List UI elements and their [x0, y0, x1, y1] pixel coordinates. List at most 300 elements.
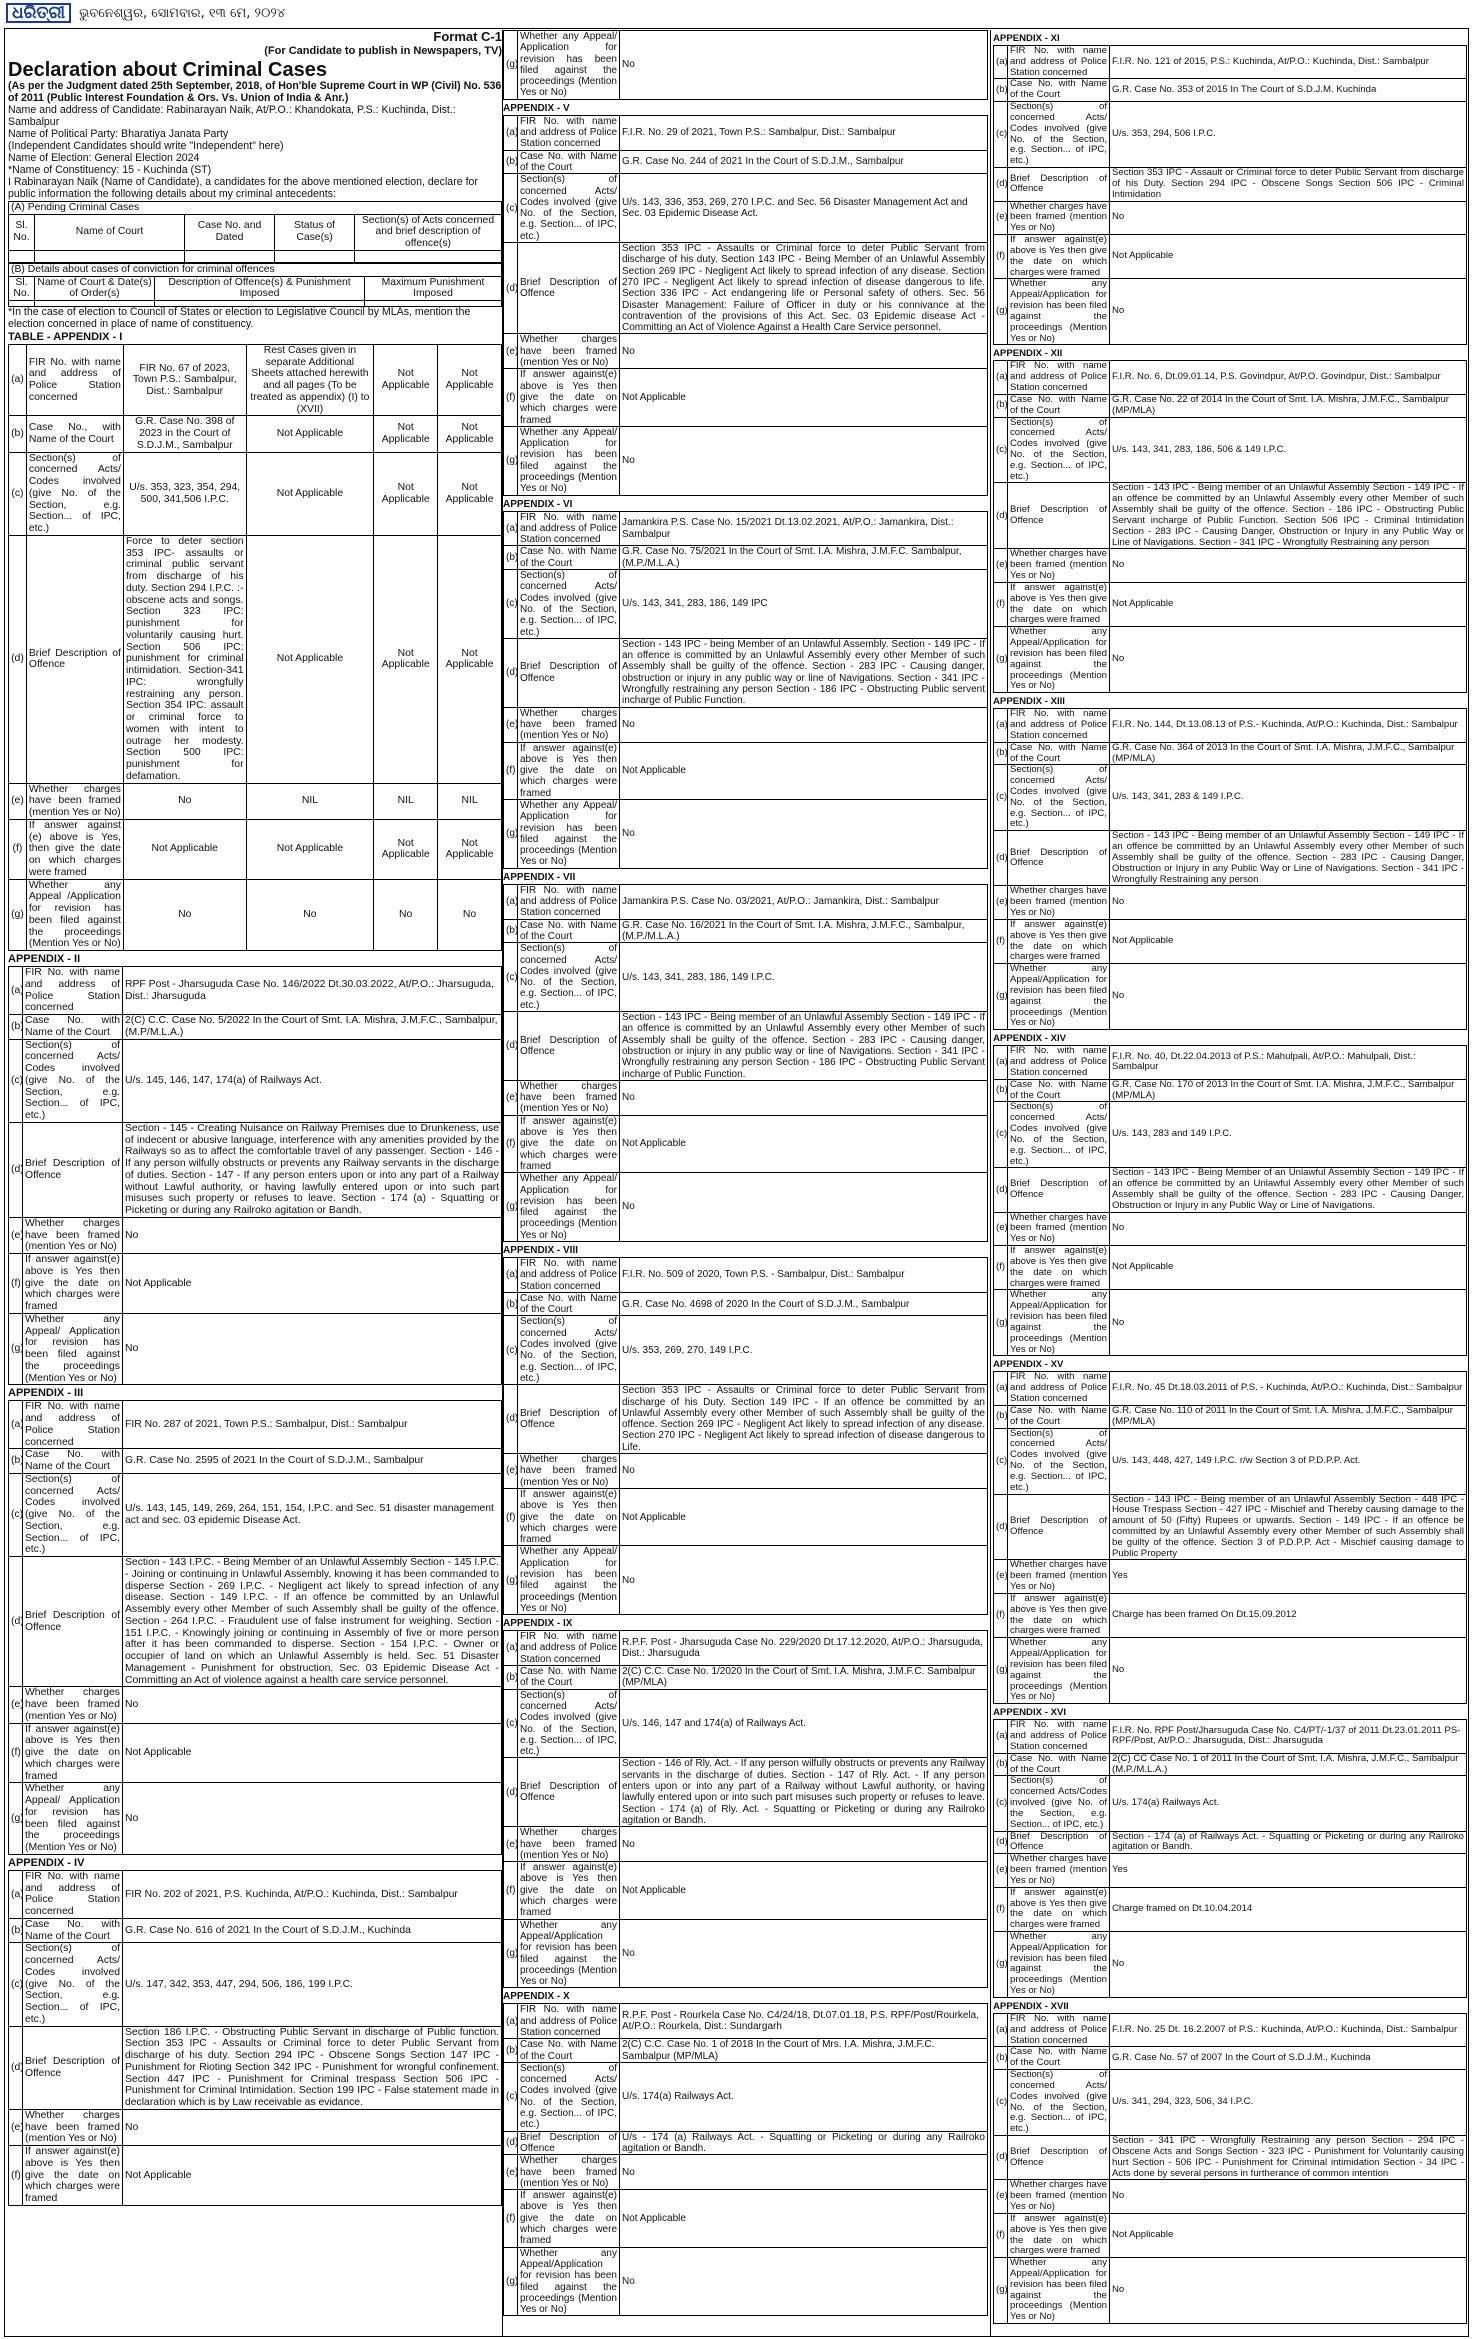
row-label: Brief Description of Offence — [518, 1012, 620, 1081]
row-value: Not Applicable — [620, 1862, 988, 1919]
row-label: FIR No. with name and address of Police Station concerned — [23, 1870, 123, 1918]
row-key: (a) — [9, 1401, 23, 1449]
row-label: Section(s) of concerned Acts/ Codes involved (give No. of the Section, e.g. Section... of IPC, etc.) — [518, 174, 620, 243]
row-key: (d) — [994, 2136, 1008, 2180]
appendix-row — [994, 2136, 1467, 2180]
row-value: Not Applicable — [123, 819, 246, 879]
appendix-row — [504, 369, 988, 426]
appendix-i-row — [9, 344, 502, 416]
row-label: Whether any Appeal/Application for revision has been filed against the proceedings (Mention Yes or No) — [1008, 1931, 1110, 1997]
row-label: If answer against(e) above is Yes then give the date on which charges were framed — [23, 1254, 123, 1314]
row-label: FIR No. with name and address of Police Station concerned — [1008, 361, 1110, 394]
row-value: F.I.R. No. RPF Post/Jharsuguda Case No. C4/PT/-1/37 of 2011 Dt.23.01.2011 PS-RPF/Post, At/P.O.: Jharsuguda, Dist.: Jharsuguda — [1110, 1720, 1467, 1753]
row-key: (a) — [994, 2013, 1008, 2046]
row-key: (d) — [504, 638, 518, 707]
row-key: (b) — [994, 1405, 1008, 1428]
appendix-row — [504, 1631, 988, 1666]
row-label: Case No. with Name of the Court — [1008, 1079, 1110, 1102]
row-label: Whether charges have been framed (mention Yes or No) — [23, 1687, 123, 1723]
row-label: Whether charges have been framed (mention Yes or No) — [518, 334, 620, 369]
appendix-row — [504, 1292, 988, 1316]
row-label: Case No. with Name of the Court — [1008, 2047, 1110, 2070]
row-key: (f) — [504, 369, 518, 426]
rest-cases-cell: Not Applicable — [374, 344, 438, 416]
row-label: Whether charges have been framed (mention Yes or No) — [1008, 1560, 1110, 1593]
appendix-row — [9, 1918, 502, 1943]
row-key: (f) — [994, 1887, 1008, 1931]
row-value: Section - 143 I.P.C. - Being Member of an Unlawful Assembly Section - 145 I.P.C. - Joining or continuing in Unlawful Assembly, knowing it has been commanded to disperse Section - 269 I.P.C. - Negligent act likely to spread infection of any disease. Section - 149 I.P.C. - If an offence be committed by an Unlawful Assembly every other Member of such Assembly shall be guilty of the offence. Section - 264 I.P.C. - Fraudulent use of false instrument for weighing. Section - 151 I.P.C. - Knowingly joining or continuing in Assembly of five or more person after it has been commanded to disperse. Section - 154 I.P.C. - Owner or occupier of land on which an Unlawful Assembly is held. Sec. 51 Disaster Management - Punishment for obstruction. Sec. 03 Epidemic Disease Act - Committing an Act of violence against a health care service personnel. — [123, 1557, 502, 1687]
row-label: FIR No. with name and address of Police Station concerned — [518, 1631, 620, 1666]
candidate-name-address: Name and address of Candidate: Rabinarayan Naik, At/P.O.: Khandokata, P.S.: Kuchinda, Dist.: Sambalpur — [8, 104, 456, 129]
row-value: Not Applicable — [123, 1723, 502, 1783]
appendix-table — [993, 360, 1467, 693]
row-key: (g) — [994, 1638, 1008, 1704]
row-key: (e) — [9, 2109, 23, 2145]
appendix-row — [504, 115, 988, 150]
row-value: U/s. 146, 147 and 174(a) of Railways Act. — [620, 1689, 988, 1758]
appendix-row — [994, 1638, 1467, 1704]
appendix-table — [993, 2013, 1467, 2324]
row-value: Section - 143 IPC - Being Member of an Unlawful Assembly Section - 149 IPC - If an offence be committed by an Unlawful Assembly every other Member of such Assembly shall be guilty of the offence. Section - 283 IPC - Causing Danger, Obstruction or Injury in any Public Way or Line of Navigations. — [1110, 1168, 1467, 1212]
row-value: Not Applicable — [620, 742, 988, 799]
row-label: Case No. with Name of the Court — [518, 2039, 620, 2063]
row-value: G.R. Case No. 364 of 2013 In the Court of Smt. I.A. Mishra, J.M.F.C., Sambalpur (MP/MLA) — [1110, 742, 1467, 765]
row-key: (g) — [994, 1290, 1008, 1356]
row-label: FIR No. with name and address of Police Station concerned — [26, 344, 123, 416]
row-label: Whether any Appeal/Application for revision has been filed against the proceedings (Mention Yes or No) — [1008, 1638, 1110, 1704]
format-label: Format C-1 — [433, 29, 502, 44]
row-key: (e) — [9, 1217, 23, 1253]
rest-cases-header: Rest Cases given in separate Additional Sheets attached herewith and all pages (To be treated as appendix) (I) to (XVII) — [246, 344, 374, 416]
row-key: (b) — [9, 1015, 23, 1040]
appendix-row — [9, 967, 502, 1015]
appendix-row — [994, 168, 1467, 201]
row-key: (b) — [994, 1753, 1008, 1776]
row-label: Whether charges have been framed (mention Yes or No) — [1008, 549, 1110, 582]
row-label: Whether charges have been framed (mention Yes or No) — [1008, 1212, 1110, 1245]
appendix-title: APPENDIX - X — [503, 1991, 570, 2003]
appendix-row — [9, 1039, 502, 1122]
row-key: (g) — [9, 1783, 23, 1855]
row-value: Force to deter section 353 IPC- assaults or criminal public servant from discharge of his duty. Section 294 I.P.C. :- obscene acts and songs. Section 323 IPC: punishment for voluntarily causing hurt. Section 506 IPC: punishment for criminal intimidation. Section-341 IPC: wrongfully restraining any person. Section 354 IPC: assault or criminal force to women with intent to outrage her modesty. Section 500 IPC: punishment for defamation. — [123, 535, 246, 783]
row-value: F.I.R. No. 6, Dt.09.01.14, P.S. Govindpur, At/P.O. Govindpur, Dist.: Sambalpur — [1110, 361, 1467, 394]
row-label: If answer against(e) above is Yes then give the date on which charges were framed — [518, 1862, 620, 1919]
row-key: (f) — [504, 1115, 518, 1172]
row-key: (c) — [9, 1473, 23, 1556]
row-key: (e) — [504, 334, 518, 369]
row-value: No — [1110, 2258, 1467, 2324]
row-key: (a) — [504, 511, 518, 546]
constituency: *Name of Constituency: 15 - Kuchinda (ST) — [8, 163, 212, 176]
appendix-row — [504, 31, 988, 100]
rest-cases-cell: Not Applicable — [438, 452, 502, 535]
appendix-title: APPENDIX - XIII — [993, 696, 1065, 708]
row-value: Charge framed on Dt.10.04.2014 — [1110, 1887, 1467, 1931]
appendix-row — [994, 549, 1467, 582]
row-value: 2(C) CC Case No. 1 of 2011 In the Court of Smt. I.A. Mishra, J.M.F.C., Sambalpur (M.P./M.L.A.) — [1110, 1753, 1467, 1776]
row-label: Section(s) of concerned Acts/ Codes involved (give No. of the Section, e.g. Section... of IPC, etc.) — [1008, 765, 1110, 831]
row-value: U/s. 143, 283 and 149 I.P.C. — [1110, 1102, 1467, 1168]
row-key: (d) — [994, 1831, 1008, 1854]
row-value: FIR No. 202 of 2021, P.S. Kuchinda, At/P.O.: Kuchinda, Dist.: Sambalpur — [123, 1870, 502, 1918]
row-key: (c) — [9, 452, 27, 535]
row-key: (a) — [9, 344, 27, 416]
row-key: (g) — [994, 627, 1008, 693]
appendix-title: APPENDIX - IX — [503, 1618, 573, 1630]
row-key: (f) — [9, 1254, 23, 1314]
row-value: F.I.R. No. 121 of 2015, P.S.: Kuchinda, At/P.O.: Kuchinda, Dist.: Sambalpur — [1110, 46, 1467, 79]
appendix-row — [504, 1012, 988, 1081]
appendix-row — [9, 1254, 502, 1314]
appendix-row — [994, 483, 1467, 549]
appendix-row — [994, 1753, 1467, 1776]
appendix-table — [993, 1371, 1467, 1704]
row-label: Whether any Appeal/Application for revision has been filed against the proceedings (Mention Yes or No) — [1008, 2258, 1110, 2324]
row-label: Whether any Appeal/ Application for revision has been filed against the proceedings (Mention Yes or No) — [518, 1546, 620, 1615]
row-label: Case No. with Name of the Court — [1008, 1753, 1110, 1776]
row-key: (d) — [504, 243, 518, 334]
appendix-i-row — [9, 416, 502, 452]
appendix-row — [994, 886, 1467, 919]
row-label: Section(s) of concerned Acts/ Codes involved (give No. of the Section, e.g. Section... of IPC, etc.) — [518, 2062, 620, 2131]
appendix-title: APPENDIX - XIV — [993, 1033, 1067, 1045]
row-value: No — [123, 1217, 502, 1253]
appendix-row — [994, 102, 1467, 168]
appendix-row — [504, 1758, 988, 1827]
row-value: No — [620, 1173, 988, 1242]
appendix-row — [9, 2146, 502, 2206]
row-label: Whether any Appeal/Application for revision has been filed against the proceedings (Mention Yes or No) — [518, 1919, 620, 1988]
row-label: Whether charges have been framed (mention Yes or No) — [518, 1080, 620, 1115]
appendix-row — [504, 943, 988, 1012]
row-label: If answer against(e) above is Yes then give the date on which charges were framed — [518, 742, 620, 799]
appendix-i-row — [9, 452, 502, 535]
row-key: (g) — [994, 2258, 1008, 2324]
row-key: (c) — [994, 417, 1008, 483]
row-key: (e) — [9, 1687, 23, 1723]
row-key: (g) — [504, 800, 518, 869]
appendix-row — [9, 1723, 502, 1783]
row-key: (b) — [504, 1666, 518, 1690]
row-key: (e) — [994, 2180, 1008, 2213]
column-1 — [8, 30, 502, 2206]
appendix-row — [9, 1401, 502, 1449]
row-value: G.R. Case No. 16/2021 In the Court of Smt. I.A. Mishra, J.M.F.C., Sambalpur, (M.P./M.L.A.) — [620, 919, 988, 943]
rest-cases-cell: Not Applicable — [374, 416, 438, 452]
row-key: (b) — [9, 1918, 23, 1943]
row-key: (f) — [994, 1593, 1008, 1637]
appendix-row — [994, 627, 1467, 693]
row-label: Brief Description of Offence — [23, 1557, 123, 1687]
appendix-i-row — [9, 879, 502, 951]
row-label: Whether any Appeal/ Application for revision has been filed against the proceedings (Mention Yes or No) — [518, 31, 620, 100]
row-key: (b) — [994, 1079, 1008, 1102]
appendix-row — [994, 417, 1467, 483]
row-label: FIR No. with name and address of Police Station concerned — [1008, 2013, 1110, 2046]
row-label: Whether any Appeal/Application for revision has been filed against the proceedings (Mention Yes or No) — [518, 2247, 620, 2316]
row-key: (a) — [9, 967, 23, 1015]
row-value: F.I.R. No. 29 of 2021, Town P.S.: Sambalpur, Dist.: Sambalpur — [620, 115, 988, 150]
row-value: No — [123, 783, 246, 819]
row-label: Case No. with Name of the Court — [1008, 394, 1110, 417]
row-label: Case No. with Name of the Court — [518, 546, 620, 570]
judgment-reference: (As per the Judgment dated 25th September, 2018, of Hon'ble Supreme Court in WP (Civil) No. 536 of 2011 (Public Interest Foundation & Ors. Vs. Union of India & Anr.) — [8, 80, 502, 105]
row-label: If answer against(e) above is Yes then give the date on which charges were framed — [518, 369, 620, 426]
row-value: Section 353 IPC - Assault or Criminal force to deter Public Servant from discharge of his Duty. Section 294 IPC - Obscene Songs Section 506 IPC - Criminal Intimidation — [1110, 168, 1467, 201]
row-label: Brief Description of Offence — [1008, 483, 1110, 549]
appendix-title: APPENDIX - XVII — [993, 2000, 1069, 2012]
appendix-row — [504, 243, 988, 334]
row-key: (c) — [994, 102, 1008, 168]
row-value: No — [1110, 2180, 1467, 2213]
masthead — [6, 3, 285, 23]
row-key: (f) — [994, 919, 1008, 963]
column-divider — [990, 30, 991, 2336]
appendix-row — [994, 1776, 1467, 1831]
row-key: (g) — [504, 1919, 518, 1988]
appendix-row — [504, 919, 988, 943]
appendix-row — [504, 2039, 988, 2063]
row-value: No — [620, 2247, 988, 2316]
row-label: Whether any Appeal/ Application for revision has been filed against the proceedings (Mention Yes or No) — [23, 1313, 123, 1385]
row-value: G.R. Case No. 244 of 2021 In the Court of S.D.J.M., Sambalpur — [620, 150, 988, 174]
row-label: Case No. with Name of the Court — [23, 1015, 123, 1040]
row-value: F.I.R. No. 144, Dt.13.08.13 of P.S.- Kuchinda, At/P.O.: Kuchinda, Dist.: Sambalpur — [1110, 709, 1467, 742]
row-label: Case No., with Name of the Court — [26, 416, 123, 452]
row-key: (d) — [504, 2131, 518, 2155]
appendix-row — [504, 2247, 988, 2316]
appendix-row — [994, 919, 1467, 963]
row-value: No — [1110, 279, 1467, 345]
row-key: (f) — [9, 1723, 23, 1783]
row-label: Whether any Appeal/Application for revision has been filed against the proceedings (Mention Yes or No) — [1008, 964, 1110, 1030]
row-key: (f) — [994, 2213, 1008, 2257]
appendix-row — [9, 1473, 502, 1556]
row-value: Not Applicable — [1110, 919, 1467, 963]
row-label: Case No. with Name of the Court — [23, 1918, 123, 1943]
row-label: FIR No. with name and address of Police Station concerned — [23, 1401, 123, 1449]
row-value: U/s. 353, 294, 506 I.P.C. — [1110, 102, 1467, 168]
appendix-row — [994, 1560, 1467, 1593]
appendix-row — [504, 1115, 988, 1172]
appendix-row — [994, 1079, 1467, 1102]
appendix-row — [504, 426, 988, 495]
row-value: Yes — [1110, 1560, 1467, 1593]
appendix-row — [994, 964, 1467, 1030]
row-value: U/s. 143, 145, 149, 269, 264, 151, 154, I.P.C. and Sec. 51 disaster management act and sec. 03 epidemic Disease Act. — [123, 1473, 502, 1556]
row-label: Whether charges have been framed (mention Yes or No) — [518, 2155, 620, 2190]
rest-cases-cell: No — [374, 879, 438, 951]
row-key: (g) — [9, 879, 27, 951]
appendix-row — [994, 1046, 1467, 1079]
row-label: Section(s) of concerned Acts/ Codes involved (give No. of the Section, e.g. Section... of IPC, etc.) — [1008, 1102, 1110, 1168]
row-key: (f) — [994, 582, 1008, 626]
row-label: If answer against(e) above is Yes then give the date on which charges were framed — [1008, 2213, 1110, 2257]
appendix-row — [504, 638, 988, 707]
rest-cases-cell: Not Applicable — [246, 819, 374, 879]
row-key: (e) — [504, 2155, 518, 2190]
row-value: No — [620, 426, 988, 495]
row-value: No — [123, 1687, 502, 1723]
conviction-header-cell: Name of Court & Date(s) of Order(s) — [35, 276, 155, 301]
row-label: Section(s) of concerned Acts/ Codes involved (give No. of the Section, e.g. Section... of IPC, etc.) — [518, 943, 620, 1012]
row-value: Jamankira P.S. Case No. 03/2021, At/P.O.: Jamankira, Dist.: Sambalpur — [620, 884, 988, 919]
row-label: Brief Description of Offence — [26, 535, 123, 783]
appendix-row — [504, 2155, 988, 2190]
row-value: Not Applicable — [123, 2146, 502, 2206]
row-label: Whether any Appeal/Application for revision has been filed against the proceedings (Mention Yes or No) — [1008, 627, 1110, 693]
row-value: Section - 145 - Creating Nuisance on Railway Premises due to Drunkeness, use of indecent or abusive language, interference with any amenities provided by the Railways so as to affect the comfortable travel of any passenger. Section - 146 - If any person wilfully obstructs or prevents any Railway servants in the discharge of duties. Section - 147 - If any person enters upon or into any part of a Railway without Lawful authority, or having lawfully entered upon or into such part misuses such property or refuses to leave. Section - 174 (a) - Squatting or Picketing or during any Railroko agitation or Bandh. — [123, 1122, 502, 1217]
row-value: No — [620, 707, 988, 742]
row-key: (g) — [504, 426, 518, 495]
appendix-i-row — [9, 819, 502, 879]
row-key: (b) — [9, 1449, 23, 1474]
row-label: Section(s) of concerned Acts/ Codes involved (give No. of the Section, e.g. Section... of IPC, etc.) — [26, 452, 123, 535]
row-label: If answer against (e) above is Yes, then give the date on which charges were framed — [26, 819, 123, 879]
row-key: (a) — [504, 1631, 518, 1666]
row-label: Whether any Appeal/ Application for revision has been filed against the proceedings (Mention Yes or No) — [518, 1173, 620, 1242]
row-label: If answer against(e) above is Yes then give the date on which charges were framed — [1008, 1246, 1110, 1290]
row-value: No — [620, 2155, 988, 2190]
row-key: (a) — [504, 1257, 518, 1292]
appendix-row — [994, 1212, 1467, 1245]
row-value: F.I.R. No. 45 Dt.18.03.2011 of P.S. - Kuchinda, At/P.O.: Kuchinda, Dist.: Sambalpur — [1110, 1372, 1467, 1405]
row-value: Not Applicable — [123, 1254, 502, 1314]
row-value: U/s. 143, 341, 283, 186, 149 IPC — [620, 570, 988, 639]
row-label: FIR No. with name and address of Police Station concerned — [518, 511, 620, 546]
appendix-row — [994, 831, 1467, 886]
row-value: U/s. 145, 146, 147, 174(a) of Railways Act. — [123, 1039, 502, 1122]
row-value: G.R. Case No. 353 of 2015 In The Court of S.D.J.M. Kuchinda — [1110, 79, 1467, 102]
row-label: Section(s) of concerned Acts/ Codes involved (give No. of the Section, e.g. Section... of IPC, etc.) — [518, 570, 620, 639]
row-label: If answer against(e) above is Yes then give the date on which charges were framed — [1008, 582, 1110, 626]
row-label: Brief Description of Offence — [23, 1122, 123, 1217]
constituency-footnote: *In the case of election to Council of States or election to Legislative Council by MLAs, mention the election concerned in place of name of constituency. — [8, 306, 471, 331]
row-value: U/s. 341, 294, 323, 506, 34 I.P.C. — [1110, 2070, 1467, 2136]
row-key: (e) — [504, 707, 518, 742]
row-value: Section 353 IPC - Assaults or Criminal force to deter Public Servant from discharge of his Duty. Section 149 IPC - If an offence be committed by an Unlawful Assembly every other Member of such Assembly shall be guilty of the offence. Section 269 IPC - Negligent Act likely to spread infection of any disease. Section 270 IPC - Negligent Act likely to spread infection of disease dangerous to Life. — [620, 1385, 988, 1454]
row-value: 2(C) C.C. Case No. 5/2022 In the Court of Smt. I.A. Mishra, J.M.F.C., Sambalpur, (M.P/M.L.A.) — [123, 1015, 502, 1040]
appendix-row — [9, 2109, 502, 2145]
row-value: U/s. 174(a) Railways Act. — [620, 2062, 988, 2131]
row-value: No — [620, 1080, 988, 1115]
row-key: (d) — [994, 168, 1008, 201]
row-label: If answer against(e) above is Yes then give the date on which charges were framed — [23, 2146, 123, 2206]
row-label: Case No. with Name of the Court — [1008, 79, 1110, 102]
appendix-title: APPENDIX - II — [8, 953, 81, 966]
row-key: (a) — [9, 1870, 23, 1918]
appendix-row — [994, 1102, 1467, 1168]
appendix-table — [993, 708, 1467, 1030]
row-label: Case No. with Name of the Court — [518, 150, 620, 174]
row-value: No — [1110, 1638, 1467, 1704]
page-title: Declaration about Criminal Cases — [8, 59, 327, 82]
appendix-row — [994, 2258, 1467, 2324]
appendix-row — [504, 1546, 988, 1615]
row-key: (g) — [994, 279, 1008, 345]
row-key: (a) — [504, 115, 518, 150]
appendix-row — [994, 1494, 1467, 1560]
appendix-row — [994, 2047, 1467, 2070]
row-key: (d) — [9, 2026, 23, 2109]
row-key: (f) — [504, 742, 518, 799]
row-value: U/s. 143, 448, 427, 149 I.P.C. r/w Section 3 of P.D.P.P. Act. — [1110, 1428, 1467, 1494]
appendix-row — [994, 2213, 1467, 2257]
appendix-row — [504, 2004, 988, 2039]
row-key: (b) — [504, 546, 518, 570]
row-value: No — [1110, 201, 1467, 234]
appendix-row — [504, 800, 988, 869]
election-name: Name of Election: General Election 2024 — [8, 151, 200, 164]
row-value: Not Applicable — [1110, 2213, 1467, 2257]
row-value: U/s. 174(a) Railways Act. — [1110, 1776, 1467, 1831]
row-label: Whether charges have been framed (mention Yes or No) — [23, 2109, 123, 2145]
row-value: No — [620, 1919, 988, 1988]
table-appendix-i-title: TABLE - APPENDIX - I — [8, 330, 123, 343]
row-value: U/s. 143, 336, 353, 269, 270 I.P.C. and Sec. 56 Disaster Management Act and Sec. 03 Epidemic Disease Act. — [620, 174, 988, 243]
row-key: (g) — [504, 31, 518, 100]
row-key: (c) — [994, 1776, 1008, 1831]
row-value: F.I.R. No. 509 of 2020, Town P.S. - Sambalpur, Dist.: Sambalpur — [620, 1257, 988, 1292]
row-key: (e) — [994, 1560, 1008, 1593]
row-label: FIR No. with name and address of Police Station concerned — [1008, 1720, 1110, 1753]
row-key: (c) — [994, 2070, 1008, 2136]
appendix-row — [9, 1217, 502, 1253]
row-label: Brief Description of Offence — [518, 2131, 620, 2155]
row-value: Section - 174 (a) of Railways Act. - Squatting or Picketing or during any Railroko agitation or Bandh. — [1110, 1831, 1467, 1854]
appendix-row — [994, 1405, 1467, 1428]
appendix-row — [994, 2180, 1467, 2213]
appendix-row — [504, 1689, 988, 1758]
appendix-i-table — [8, 344, 502, 951]
row-label: If answer against(e) above is Yes then give the date on which charges were framed — [23, 1723, 123, 1783]
appendix-row — [994, 1290, 1467, 1356]
row-key: (b) — [994, 2047, 1008, 2070]
row-label: Section(s) of concerned Acts/ Codes involved (give No. of the Section, e.g. Section... of IPC, etc.) — [1008, 2070, 1110, 2136]
row-value: No — [123, 2109, 502, 2145]
appendix-table — [503, 1630, 988, 1988]
appendix-row — [994, 1931, 1467, 1997]
appendix-row — [504, 2131, 988, 2155]
row-value: G.R. Case No. 57 of 2007 In the Court of S.D.J.M., Kuchinda — [1110, 2047, 1467, 2070]
row-value: No — [1110, 1290, 1467, 1356]
row-key: (b) — [994, 742, 1008, 765]
appendix-row — [994, 1854, 1467, 1887]
rest-cases-cell: No — [246, 879, 374, 951]
row-label: Whether any Appeal/ Application for revision has been filed against the proceedings (Mention Yes or No) — [518, 426, 620, 495]
row-key: (f) — [504, 1488, 518, 1545]
row-value: Section 186 I.P.C. - Obstructing Public Servant in discharge of Public function. Section 353 IPC - Assaults or Criminal force to deter Public Servant from discharge of his duty. Section 294 IPC - Obscene Songs Section 147 IPC - Punishment for Rioting Section 342 IPC - Punishment for wrongful confinement. Section 447 IPC - Punishment for Criminal trespass Section 506 IPC - Punishment for Criminal Intimidation. Section 199 IPC - False statement made in declaration which is by Law receivable as evidance. — [123, 2026, 502, 2109]
appendix-row — [994, 394, 1467, 417]
row-label: FIR No. with name and address of Police Station concerned — [1008, 709, 1110, 742]
row-value: 2(C) C.C. Case No. 1 of 2018 In the Court of Mrs. I.A. Mishra, J.M.F.C. Sambalpur (MP/MLA) — [620, 2039, 988, 2063]
row-value: Section - 341 IPC - Wrongfully Restraining any person Section - 294 IPC - Obscene Acts and Songs Section - 323 IPC - Punishment for Voluntarily causing hurt Section - 506 IPC - Punishment for Criminal intimidation Section - 34 IPC - Acts done by several persons in furtherance of common intention — [1110, 2136, 1467, 2180]
row-key: (g) — [994, 964, 1008, 1030]
row-key: (e) — [9, 783, 27, 819]
row-key: (a) — [994, 1046, 1008, 1079]
row-label: Brief Description of Offence — [1008, 168, 1110, 201]
row-value: G.R. Case No. 4698 of 2020 In the Court of S.D.J.M., Sambalpur — [620, 1292, 988, 1316]
row-label: FIR No. with name and address of Police Station concerned — [1008, 1046, 1110, 1079]
row-key: (a) — [504, 884, 518, 919]
row-key: (c) — [994, 1428, 1008, 1494]
row-label: Section(s) of concerned Acts/ Codes involved (give No. of the Section, e.g. Section... of IPC, etc.) — [1008, 102, 1110, 168]
rest-cases-cell: Not Applicable — [438, 344, 502, 416]
pending-header-cell: Case No. and Dated — [185, 214, 275, 250]
row-label: FIR No. with name and address of Police Station concerned — [1008, 1372, 1110, 1405]
row-key: (c) — [504, 570, 518, 639]
row-value: No — [620, 800, 988, 869]
